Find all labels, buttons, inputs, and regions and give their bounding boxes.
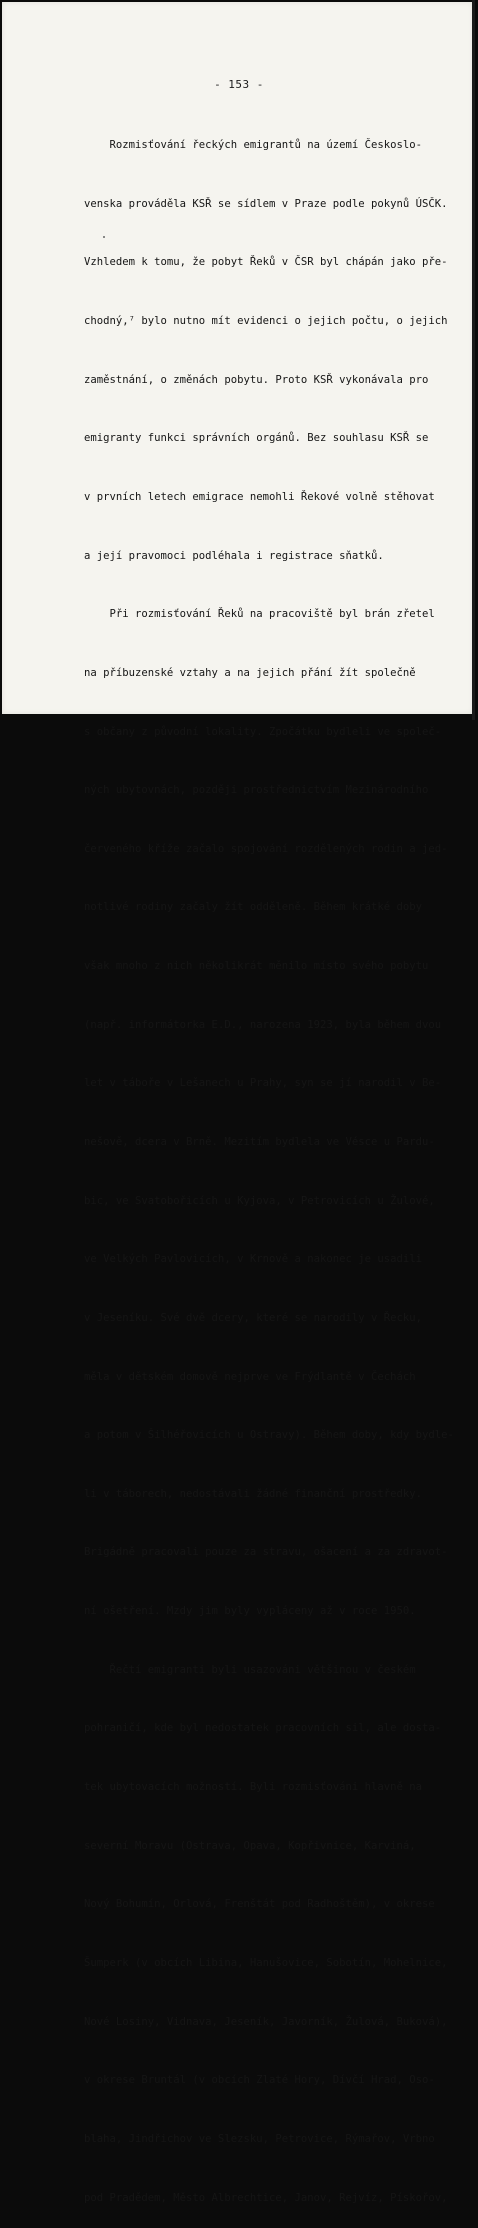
text-line: v okrese Bruntál (v obcích Zlaté Hory, Dívčí Hrad, Oso- (84, 2074, 435, 2087)
text-line: na příbuzenské vztahy a na jejich přání žít společně (84, 666, 416, 679)
text-line: však mnoho z nich několikrát měnilo místo svého pobytu (84, 960, 429, 973)
text-line: v Jeseníku. Své dvě dcery, které se narodily v Řecku, (84, 1311, 423, 1324)
text-line: Rozmisťování řeckých emigrantů na území Českoslo- (84, 139, 423, 152)
text-line: Šumperk (v obcích Libina, Hanušovice, Sobotín, Mohelnice, (84, 1956, 448, 1969)
text-line: měla v dětském domově nejprve ve Frýdlantě v Čechách (84, 1370, 416, 1383)
text-line: červeného kříže začalo spojování rozdělených rodin a jed- (84, 842, 448, 855)
text-line: pohraničí, kde byl nedostatek pracovních sil, ale dosta- (84, 1722, 442, 1735)
text-line: Při rozmisťování Řeků na pracoviště byl brán zřetel (84, 608, 435, 621)
text-line: let v táboře v Lešanech u Prahy, syn se jí narodil v Be- (84, 1077, 442, 1090)
text-line: ní ošetření. Mzdy jim byly vypláceny až v roce 1950. (84, 1605, 416, 1618)
scan-edge (472, 0, 475, 720)
text-line: emigranty funkci správních orgánů. Bez souhlasu KSŘ se (84, 432, 429, 445)
text-line: Nový Bohumín, Orlová, Frenštát pod Radhoštěm), v okrese (84, 1898, 435, 1911)
text-line: blaha, Jindřichov ve Slezsku, Petrovice, Rýmařov, Vrbno (84, 2132, 435, 2145)
scan-speck (103, 236, 105, 238)
text-line: li v táborech, nedostávali žádné finanční prostředky. (84, 1487, 423, 1500)
text-line: bic, ve Svatobořicích u Kyjova, v Petrovicích u Žulové, (84, 1194, 435, 1207)
page-number: - 153 - (214, 78, 264, 91)
text-line: ných ubytovnách, později prostřednictvím Mezinárodního (84, 784, 429, 797)
text-line: s občany z původní lokality. Zpočátku bydleli ve společ- (84, 725, 442, 738)
body-text (84, 97, 454, 2228)
text-line: chodný,⁷ bylo nutno mít evidenci o jejich počtu, o jejich (84, 315, 448, 328)
text-line: tek ubytovacích možností. Byli rozmisťováni hlavně na (84, 1781, 423, 1794)
text-line: severní Moravu (Ostrava, Opava, Kopřivnice, Karviná, (84, 1839, 416, 1852)
text-line: Vzhledem k tomu, že pobyt Řeků v ČSR byl chápán jako pře- (84, 256, 448, 269)
text-line: Nové Losiny, Vidnava, Jeseník, Javorník, Žulová, Buková), (84, 2015, 448, 2028)
text-line: (např. informátorka E.D., narozena 1923, byla během dvou (84, 1018, 442, 1031)
text-line: zaměstnání, o změnách pobytu. Proto KSŘ vykonávala pro (84, 373, 429, 386)
text-line: venska prováděla KSŘ se sídlem v Praze podle pokynů ÚSČK. (84, 197, 448, 210)
text-line: ve Velkých Pavlovicích, v Krnově a nakonec je usadili (84, 1253, 423, 1266)
text-line: pod Pradědem, Město Albrechtice, Janov, Rejvíz, Pískořov, (84, 2191, 448, 2204)
text-line: Brigádně pracovali pouze za stravu, ošacení a za zdravot- (84, 1546, 448, 1559)
text-line: a potom v Šilhéřovicích u Ostravy). Během doby, kdy bydle- (84, 1429, 454, 1442)
text-line: a její pravomoci podléhala i registrace sňatků. (84, 549, 384, 562)
text-line: v prvních letech emigrace nemohli Řekové volně stěhovat (84, 490, 435, 503)
text-line: notlivé rodiny začaly žít odděleně. Během krátké doby (84, 901, 423, 914)
text-line: nešově, dcera v Brně. Mezitím bydlela ve Vésce u Pardu- (84, 1135, 435, 1148)
text-line: Řečtí emigranti byli usazováni většinou v českém (84, 1663, 416, 1676)
